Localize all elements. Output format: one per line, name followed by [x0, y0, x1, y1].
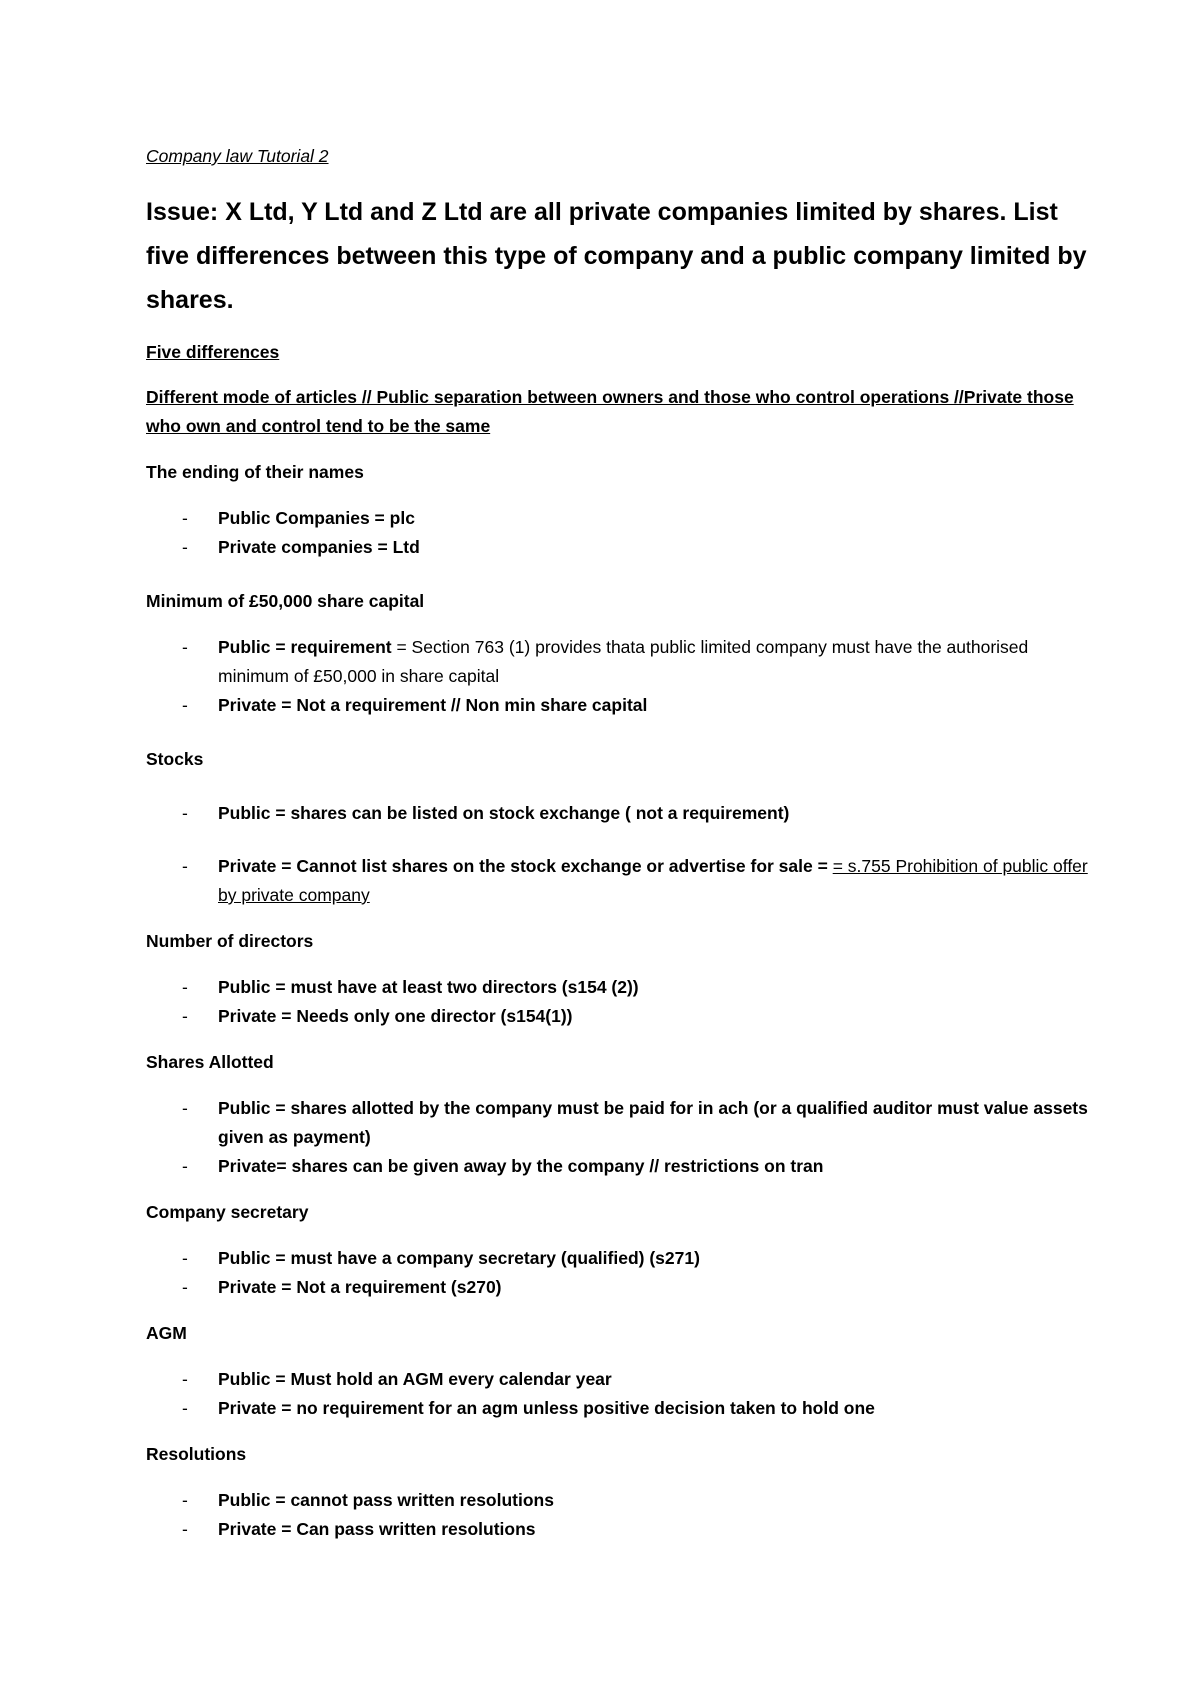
bullet-dash: -: [182, 637, 188, 657]
bullet-dash: -: [182, 508, 188, 528]
capital-public-detail: = Section 763 (1) provides thata public limited company must have the authorised minimum of £50,000 in share capital: [218, 637, 1029, 686]
list-item: [146, 973, 1100, 1002]
list-item: [146, 691, 1100, 720]
list-item: [146, 633, 1100, 691]
names-heading: The ending of their names: [146, 462, 364, 482]
bullet-dash: -: [182, 1398, 188, 1418]
bullet-dash: -: [182, 1248, 188, 1268]
stocks-private: Private = Cannot list shares on the stock exchange or advertise for sale =: [218, 856, 833, 876]
stocks-heading: Stocks: [146, 749, 204, 769]
bullet-dash: -: [182, 803, 188, 823]
bullet-dash: -: [182, 1277, 188, 1297]
capital-private: Private = Not a requirement // Non min share capital: [218, 695, 648, 715]
bullet-dash: -: [182, 977, 188, 997]
five-differences-heading: Five differences: [146, 342, 280, 362]
secretary-heading: Company secretary: [146, 1202, 309, 1222]
agm-heading: AGM: [146, 1323, 187, 1343]
list-item: [146, 504, 1100, 533]
secretary-private: Private = Not a requirement (s270): [218, 1277, 502, 1297]
allotted-public: Public = shares allotted by the company must be paid for in ach (or a qualified auditor must value assets given as payment): [218, 1098, 1088, 1147]
list-item: [146, 1244, 1100, 1273]
list-item: [146, 1152, 1100, 1181]
capital-public-lead: Public = requirement: [218, 637, 392, 657]
allotted-heading: Shares Allotted: [146, 1052, 274, 1072]
agm-public: Public = Must hold an AGM every calendar year: [218, 1369, 612, 1389]
bullet-dash: -: [182, 856, 188, 876]
resolutions-heading: Resolutions: [146, 1444, 247, 1464]
secretary-public: Public = must have a company secretary (qualified) (s271): [218, 1248, 700, 1268]
names-private: Private companies = Ltd: [218, 537, 420, 557]
list-item: [146, 1365, 1100, 1394]
document-title: Company law Tutorial 2: [146, 146, 329, 166]
resolutions-public: Public = cannot pass written resolutions: [218, 1490, 554, 1510]
list-item: [146, 1486, 1100, 1515]
mode-of-articles-note: Different mode of articles // Public separation between owners and those who control operations //Private those who own and control tend to be the same: [146, 387, 1074, 436]
bullet-dash: -: [182, 1490, 188, 1510]
resolutions-private: Private = Can pass written resolutions: [218, 1519, 536, 1539]
directors-private: Private = Needs only one director (s154(1)): [218, 1006, 573, 1026]
list-item: [146, 799, 1100, 828]
issue-statement: Issue: X Ltd, Y Ltd and Z Ltd are all private companies limited by shares. List five differences between this type of company and a public company limited by shares.: [146, 198, 1087, 314]
agm-private: Private = no requirement for an agm unless positive decision taken to hold one: [218, 1398, 875, 1418]
list-item: [146, 1094, 1100, 1152]
directors-public: Public = must have at least two directors (s154 (2)): [218, 977, 639, 997]
bullet-dash: -: [182, 1098, 188, 1118]
list-item: [146, 1273, 1100, 1302]
capital-heading: Minimum of £50,000 share capital: [146, 591, 425, 611]
s755-reference: = s.755 Prohibition of public offer by private company: [218, 856, 1088, 905]
bullet-dash: -: [182, 1156, 188, 1176]
bullet-dash: -: [182, 695, 188, 715]
list-item: [146, 1394, 1100, 1423]
list-item: [146, 533, 1100, 562]
allotted-private: Private= shares can be given away by the company // restrictions on tran: [218, 1156, 824, 1176]
bullet-dash: -: [182, 1369, 188, 1389]
bullet-dash: -: [182, 1519, 188, 1539]
names-public: Public Companies = plc: [218, 508, 415, 528]
list-item: [146, 1515, 1100, 1544]
bullet-dash: -: [182, 537, 188, 557]
list-item: [146, 852, 1100, 910]
directors-heading: Number of directors: [146, 931, 314, 951]
bullet-dash: -: [182, 1006, 188, 1026]
list-item: [146, 1002, 1100, 1031]
stocks-public: Public = shares can be listed on stock exchange ( not a requirement): [218, 803, 790, 823]
